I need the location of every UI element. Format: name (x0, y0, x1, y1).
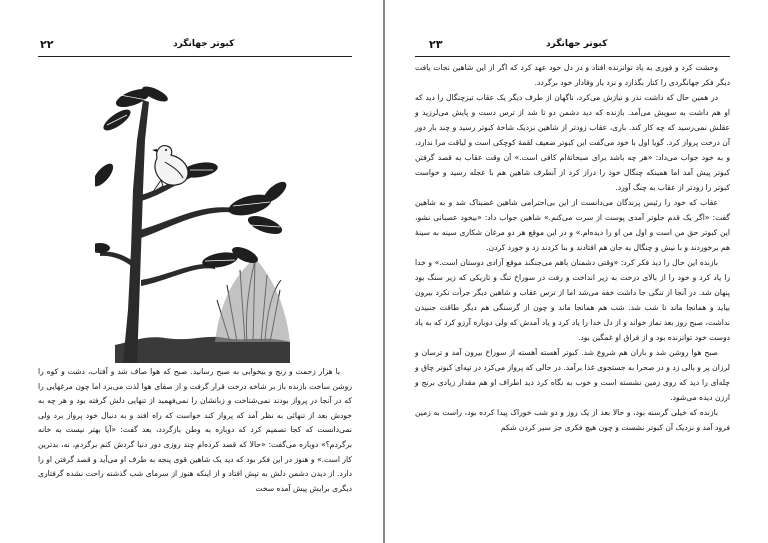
bird-on-tree-illustration (95, 80, 295, 363)
paragraph: با هزار زحمت و رنج و بیخوابی به صبح رسانید. صبح که هوا صاف شد و آفتاب، دشت و کوه را روشن ساخت بازنده باز بر شاخه درخت قرار گرفت و از صفای هوا لذت می‌برد اما چون مرغهایی را که در آنجا در پرواز بودند نمی‌شناخت و زبانشان را نمی‌فهمید از تنهایی دلش گرفته بود و هر چه به خودش بعد از تنهائی به نظر آمد که پرواز کند خواست که راه افتد و به دنبال خود پرواز برد ولی نمی‌دانست که کجا تصمیم کرد که دوباره به وطن بازگردد، بعد گفت: «آیا بهتر نیست به خانه برگردم؟» دوباره می‌گفت: «حالا که قصد کرده‌ام چند روزی دور دنیا گردش کنم برگردم، نه، بدترین کار است.» و هنوز در این فکر بود که دید یک شاهین قوی پنجه به طرف او می‌آید و قصد گرفتن او را دارد. از دیدن دشمن دلش به تپش افتاد و از اینکه هنوز از سرمای شب گذشته راحت نشده گرفتاری دیگری برایش پیش آمده سخت (38, 367, 352, 493)
paragraph: وحشت کرد و فوری به یاد توانزنده افتاد و در دل خود عهد کرد که اگر از این شاهین نجات یافت دیگر فکر جهانگردی را کنار بگذارد و نزد یار وفادار خود برگردد. (415, 63, 730, 87)
right-running-title: کبوتر جهانگرد (546, 39, 608, 49)
paragraph: بازنده این حال را دید فکر کرد: «وقتی دشمنان باهم می‌جنگند موقع آزادی دوستان است.» و خدا را یاد کرد و خود را از بالای درخت به زیر انداخت و رفت در سوراخ تنگ و تاریکی که زیر سنگ بود پنهان شد. در آنجا از تنگی جا داشت خفه می‌شد اما از ترس عقاب و شاهین دیگر جرأت نکرد بیرون بیاید و همانجا ماند تا شب شد. شب هم همانجا ماند و چون از گرسنگی هم دیگر طاقت جنبیدن نداشت، صبح روز بعد نماز خواند و از دل خدا را یاد کرد و یاد آمدش که ولی دوباره آرزو کرد که به یاد دوست خود توانزنده بود و از فراق او غمگین بود. (415, 258, 730, 342)
dove-figure (152, 146, 188, 192)
left-body-text (38, 365, 352, 496)
right-page-number: ۲۳ (429, 38, 443, 51)
right-page-header (415, 38, 730, 57)
left-page-number: ۲۲ (40, 38, 54, 51)
left-running-title: کبوتر جهانگرد (173, 39, 235, 49)
paragraph: بازنده که خیلی گرسنه بود، و حالا بعد از یک روز و دو شب خوراک پیدا کرده بود، راست به زمین فرود آمد و نزدیک آن کبوتر نشست و چون هیچ فکری جز سیر کردن شکم (415, 408, 730, 432)
paragraph: صبح هوا روشن شد و باران هم شروع شد. کبوتر آهسته آهسته از سوراخ بیرون آمد و ترسان و لرزان پر و بالی زد و در صحرا به جستجوی غذا برآمد. در حالی که پرواز می‌کرد در تپه‌ای کبوتر چاق و چله‌ای را دید که روی زمین نشسته است و خوب به نگاه کرد دید اطراف او هم مقدار زیادی برنج و ارزن دیده می‌شود. (415, 348, 730, 402)
right-body-text (415, 60, 730, 435)
left-page-header (38, 38, 352, 57)
paragraph: در همین حال که داشت نذر و نیازش می‌کرد، ناگهان از طرف دیگر یک عقاب تیزچنگال را دید که او هم داشت به سویش می‌آمد. بازنده که دید دشمن دو تا شد از ترس دست و پایش می‌لرزید و عقلش نمی‌رسید که چه کار کند. باری، عقاب زودتر از شاهین نزدیک شاخهٔ کبوتر رسید و چند بار دور آن درخت پرواز کرد. گویا اول با خود می‌گفت این کبوتر ضعیف لقمهٔ کوچکی است و لیاقت مرا ندارد، و به خود جواب می‌داد: «هر چه باشد برای صبحانهٔ‌ام کافی است.» آن وقت عقاب به قصد گرفتن کبوتر پیش آمد اما همینکه چنگال خود را دراز کرد از آنطرف شاهین هم با عجله رسید و خواست کبوتر را زودتر از عقاب به چنگ آورد. (415, 93, 730, 192)
paragraph: عقاب که خود را رئیس پرندگان می‌دانست از این بی‌احترامی شاهین غضبناک شد و به شاهین گفت: «اگر یک قدم جلوتر آمدی پوست از سرت می‌کنم.» شاهین جواب داد: «بیخود عصبانی نشو، این کبوتر حق من است و اول من او را دیده‌ام.» و در این موقع هر دو مرغان شکاری سینه به سینهٔ هم برخوردند و با نیش و چنگال به جان هم افتادند و بنا کردند زد و خورد کردن. (415, 198, 730, 252)
